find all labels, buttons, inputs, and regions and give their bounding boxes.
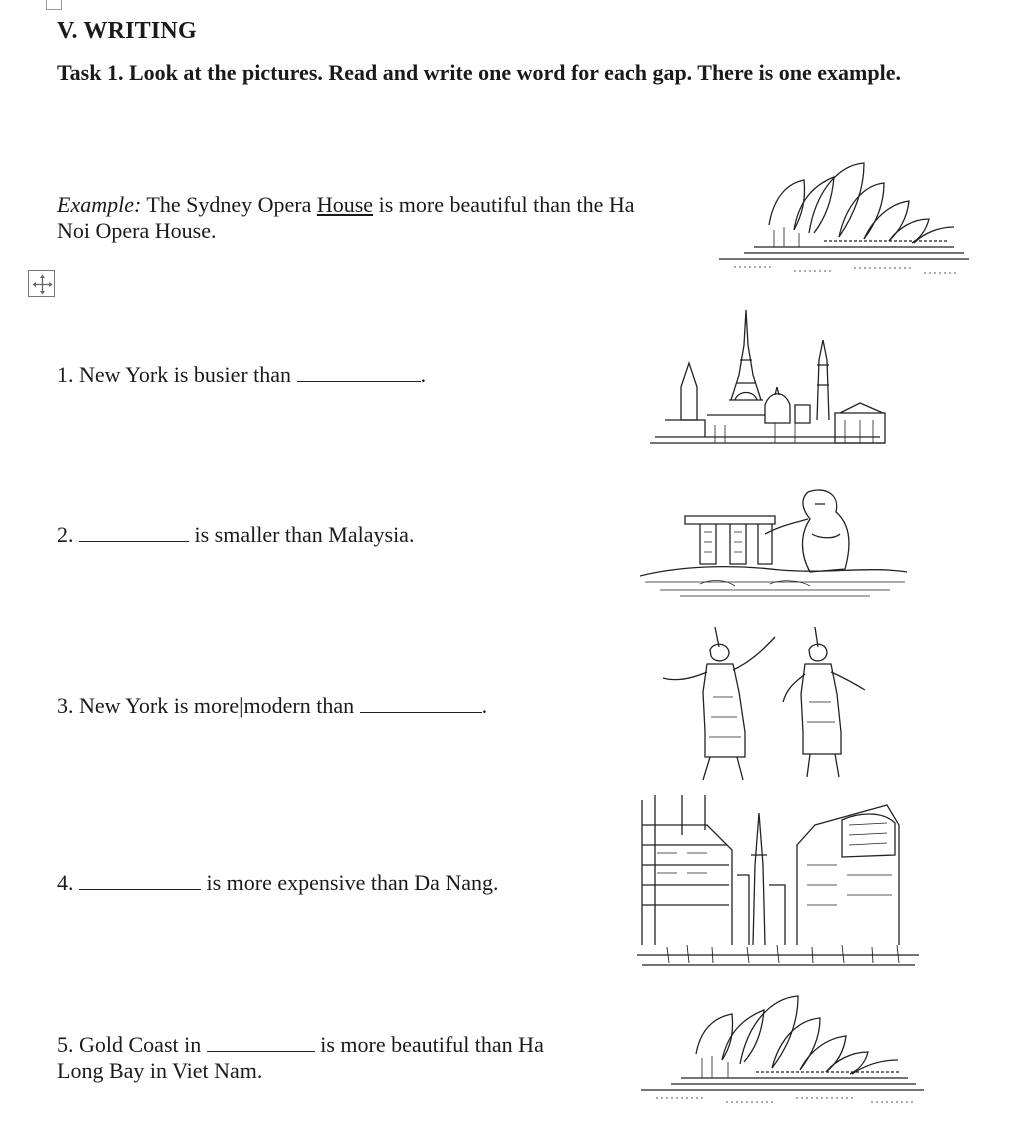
question-5: 5. Gold Coast in is more beautiful than Ha Long Bay in Viet Nam. — [57, 1032, 544, 1083]
checkbox-top[interactable] — [46, 0, 62, 10]
task-instruction: Task 1. Look at the pictures. Read and write one word for each gap. There is one example. — [57, 60, 901, 85]
example-label: Example: — [57, 192, 142, 217]
question-1: 1. New York is busier than . — [57, 362, 427, 387]
example-answer: House — [316, 192, 374, 217]
question-2: 2. is smaller than Malaysia. — [57, 522, 415, 547]
tokyo-street-icon — [637, 795, 919, 970]
singapore-merlion-icon — [640, 484, 907, 609]
paris-skyline-icon — [645, 305, 888, 447]
answer-blank-2[interactable] — [79, 525, 189, 542]
answer-blank-5[interactable] — [207, 1035, 315, 1052]
question-4: 4. is more expensive than Da Nang. — [57, 870, 499, 895]
sydney-opera-house-icon — [636, 992, 928, 1107]
section-heading: V. WRITING — [57, 18, 197, 44]
question-3: 3. New York is more|modern than . — [57, 693, 488, 718]
answer-blank-4[interactable] — [79, 873, 201, 890]
text-cursor: | — [239, 693, 244, 718]
answer-blank-1[interactable] — [297, 365, 421, 382]
table-move-handle-icon[interactable] — [28, 270, 55, 297]
example-sentence: Example: The Sydney Opera House is more beautiful than the Ha Noi Opera House. — [57, 192, 635, 243]
sydney-opera-house-icon — [714, 155, 972, 280]
answer-blank-3[interactable] — [360, 696, 482, 713]
thai-dancers-icon — [655, 622, 870, 787]
